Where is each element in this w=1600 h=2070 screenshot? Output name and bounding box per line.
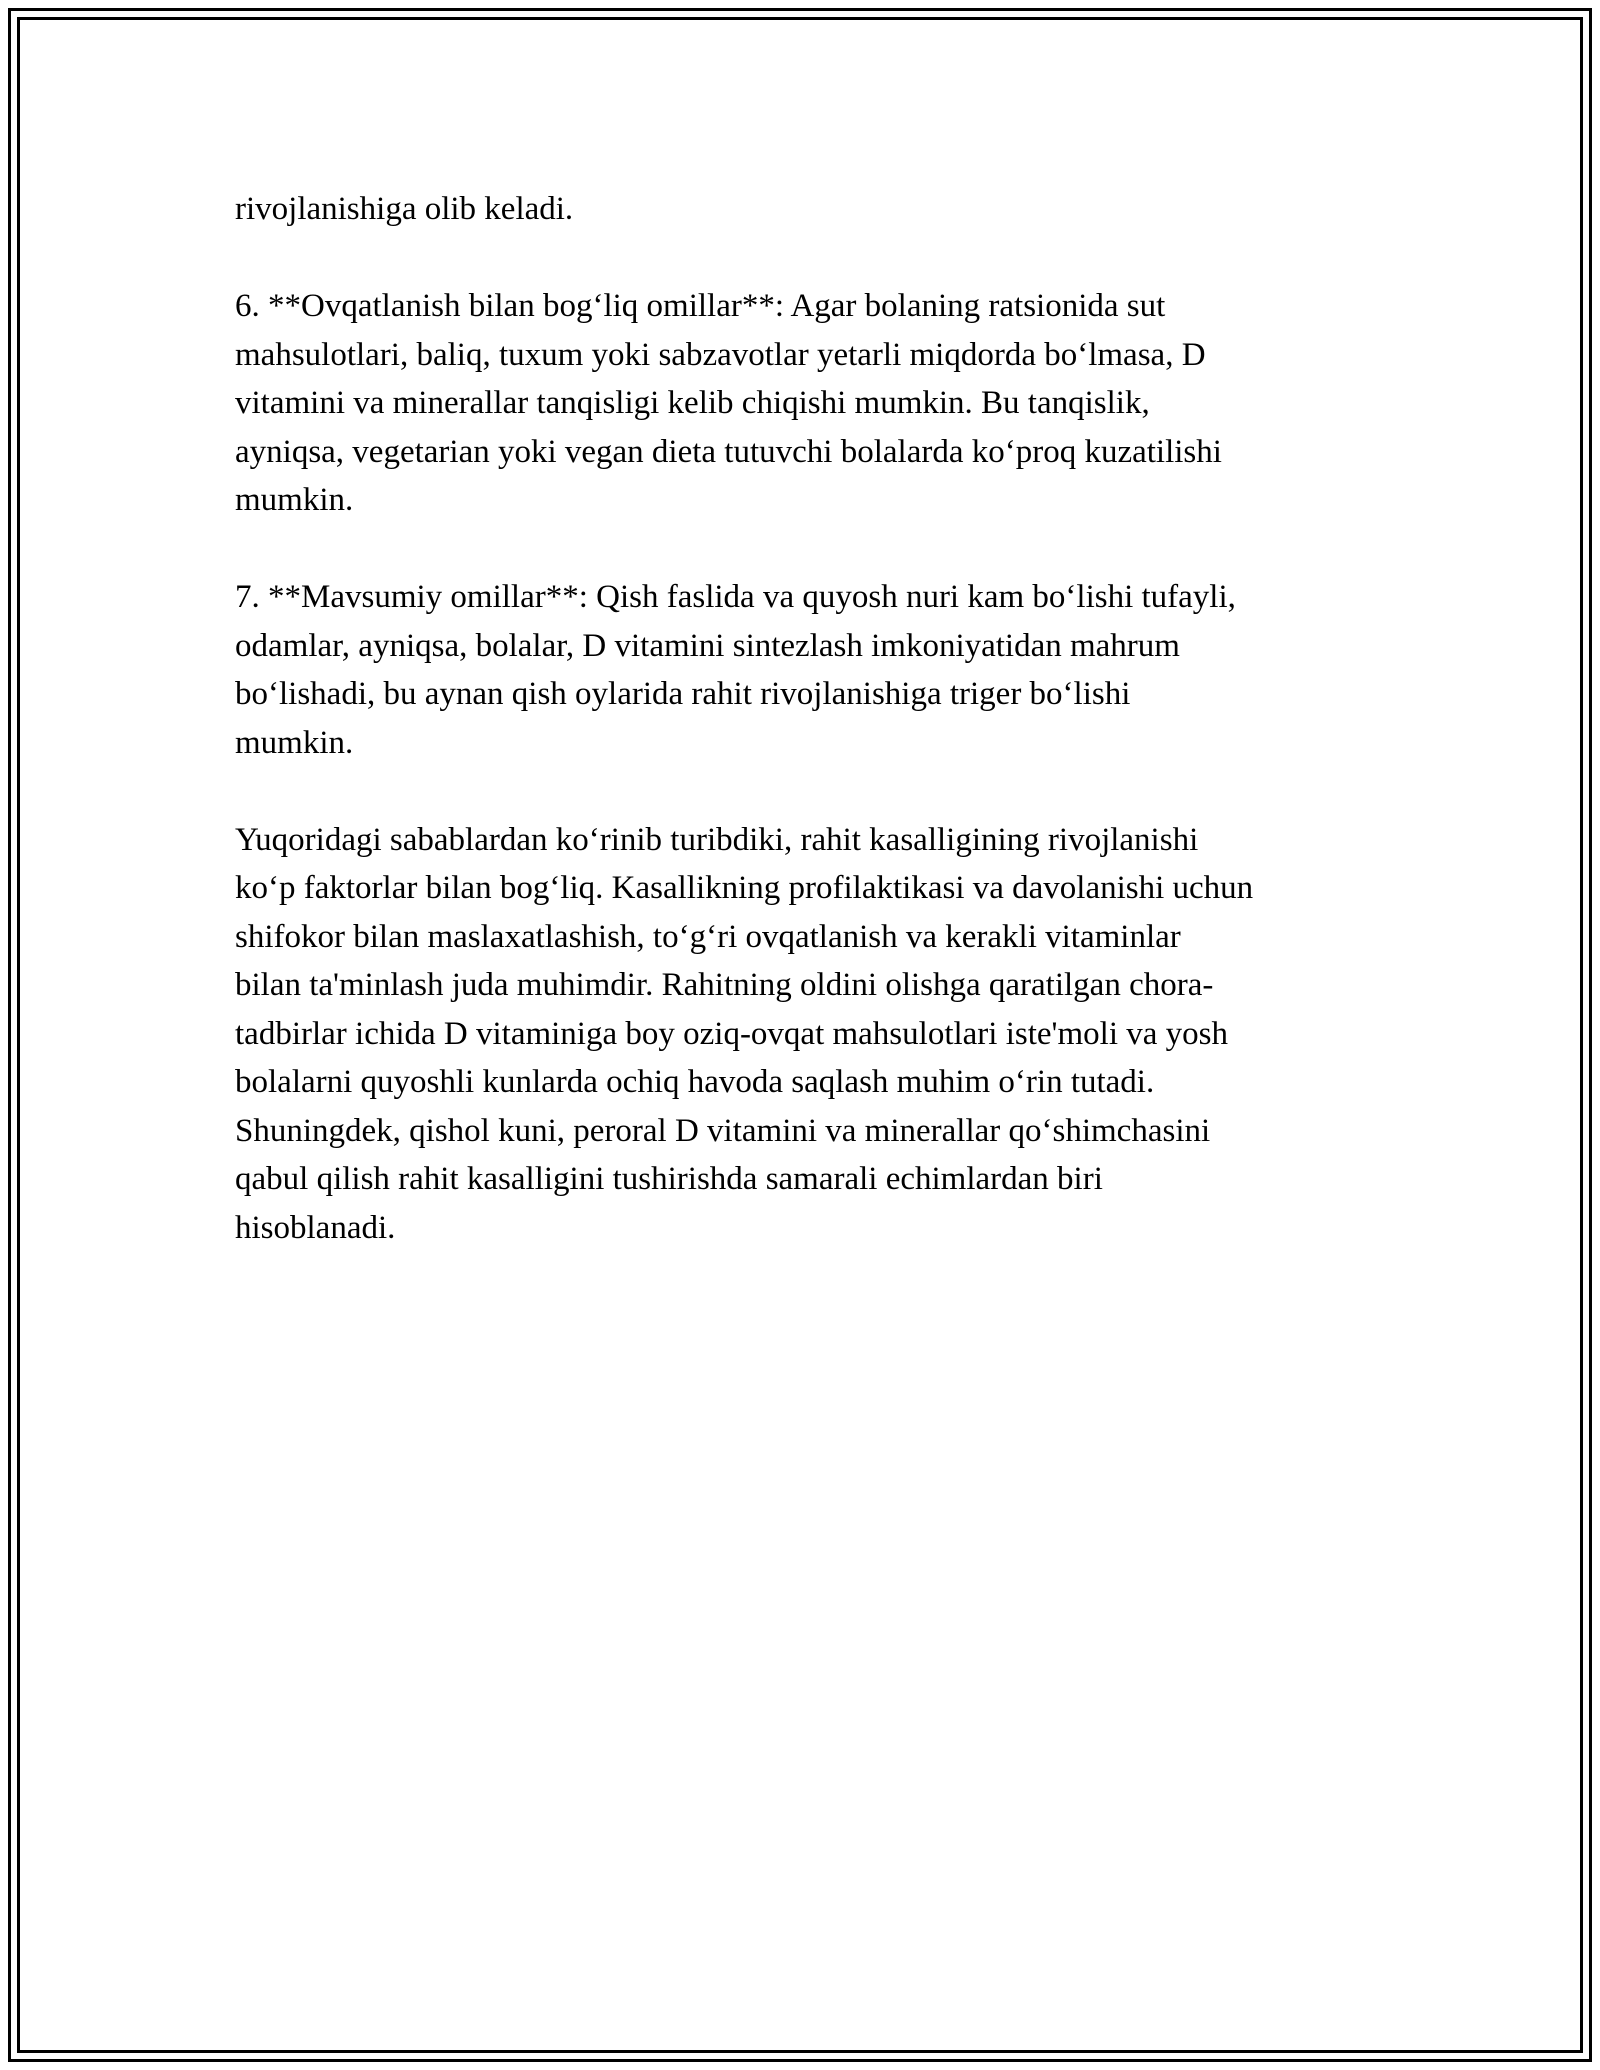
- paragraph-item-6: [235, 282, 1385, 525]
- text-line: mahsulotlari, baliq, tuxum yoki sabzavotlar yetarli miqdorda bo‘lmasa, D: [235, 336, 1206, 373]
- paragraph-conclusion: [235, 816, 1385, 1253]
- document-body: [235, 185, 1385, 1301]
- text-line: vitamini va minerallar tanqisligi kelib chiqishi mumkin. Bu tanqislik,: [235, 385, 1150, 421]
- text-line: Shuningdek, qishol kuni, peroral D vitamini va minerallar qo‘shimchasini: [235, 1112, 1211, 1149]
- text-line: odamlar, ayniqsa, bolalar, D vitamini sintezlash imkoniyatidan mahrum: [235, 627, 1180, 664]
- text-line: Yuqoridagi sabablardan ko‘rinib turibdiki, rahit kasalligining rivojlanishi: [235, 821, 1199, 858]
- text-line: qabul qilish rahit kasalligini tushirishda samarali echimlardan biri: [235, 1161, 1103, 1197]
- text-line: tadbirlar ichida D vitaminiga boy oziq-ovqat mahsulotlari iste'moli va yosh: [235, 1015, 1228, 1052]
- paragraph-item-7: [235, 573, 1385, 767]
- text-line: ko‘p faktorlar bilan bog‘liq. Kasallikning profilaktikasi va davolanishi uchun: [235, 870, 1254, 906]
- text-line: hisoblanadi.: [235, 1209, 396, 1246]
- text-line: mumkin.: [235, 482, 354, 518]
- text-line: rivojlanishiga olib keladi.: [235, 191, 574, 227]
- text-line: ayniqsa, vegetarian yoki vegan dieta tutuvchi bolalarda ko‘proq kuzatilishi: [235, 433, 1222, 470]
- text-line: bilan ta'minlash juda muhimdir. Rahitning oldini olishga qaratilgan chora-: [235, 967, 1214, 1003]
- text-line: 6. **Ovqatlanish bilan bog‘liq omillar**: Agar bolaning ratsionida sut: [235, 288, 1166, 324]
- text-line: shifokor bilan maslaxatlashish, to‘g‘ri ovqatlanish va kerakli vitaminlar: [235, 918, 1181, 955]
- text-line: 7. **Mavsumiy omillar**: Qish faslida va quyosh nuri kam bo‘lishi tufayli,: [235, 579, 1236, 615]
- paragraph-continuation: [235, 185, 1385, 234]
- text-line: mumkin.: [235, 724, 354, 761]
- text-line: bolalarni quyoshli kunlarda ochiq havoda saqlash muhim o‘rin tutadi.: [235, 1064, 1155, 1100]
- text-line: bo‘lishadi, bu aynan qish oylarida rahit rivojlanishiga triger bo‘lishi: [235, 676, 1131, 712]
